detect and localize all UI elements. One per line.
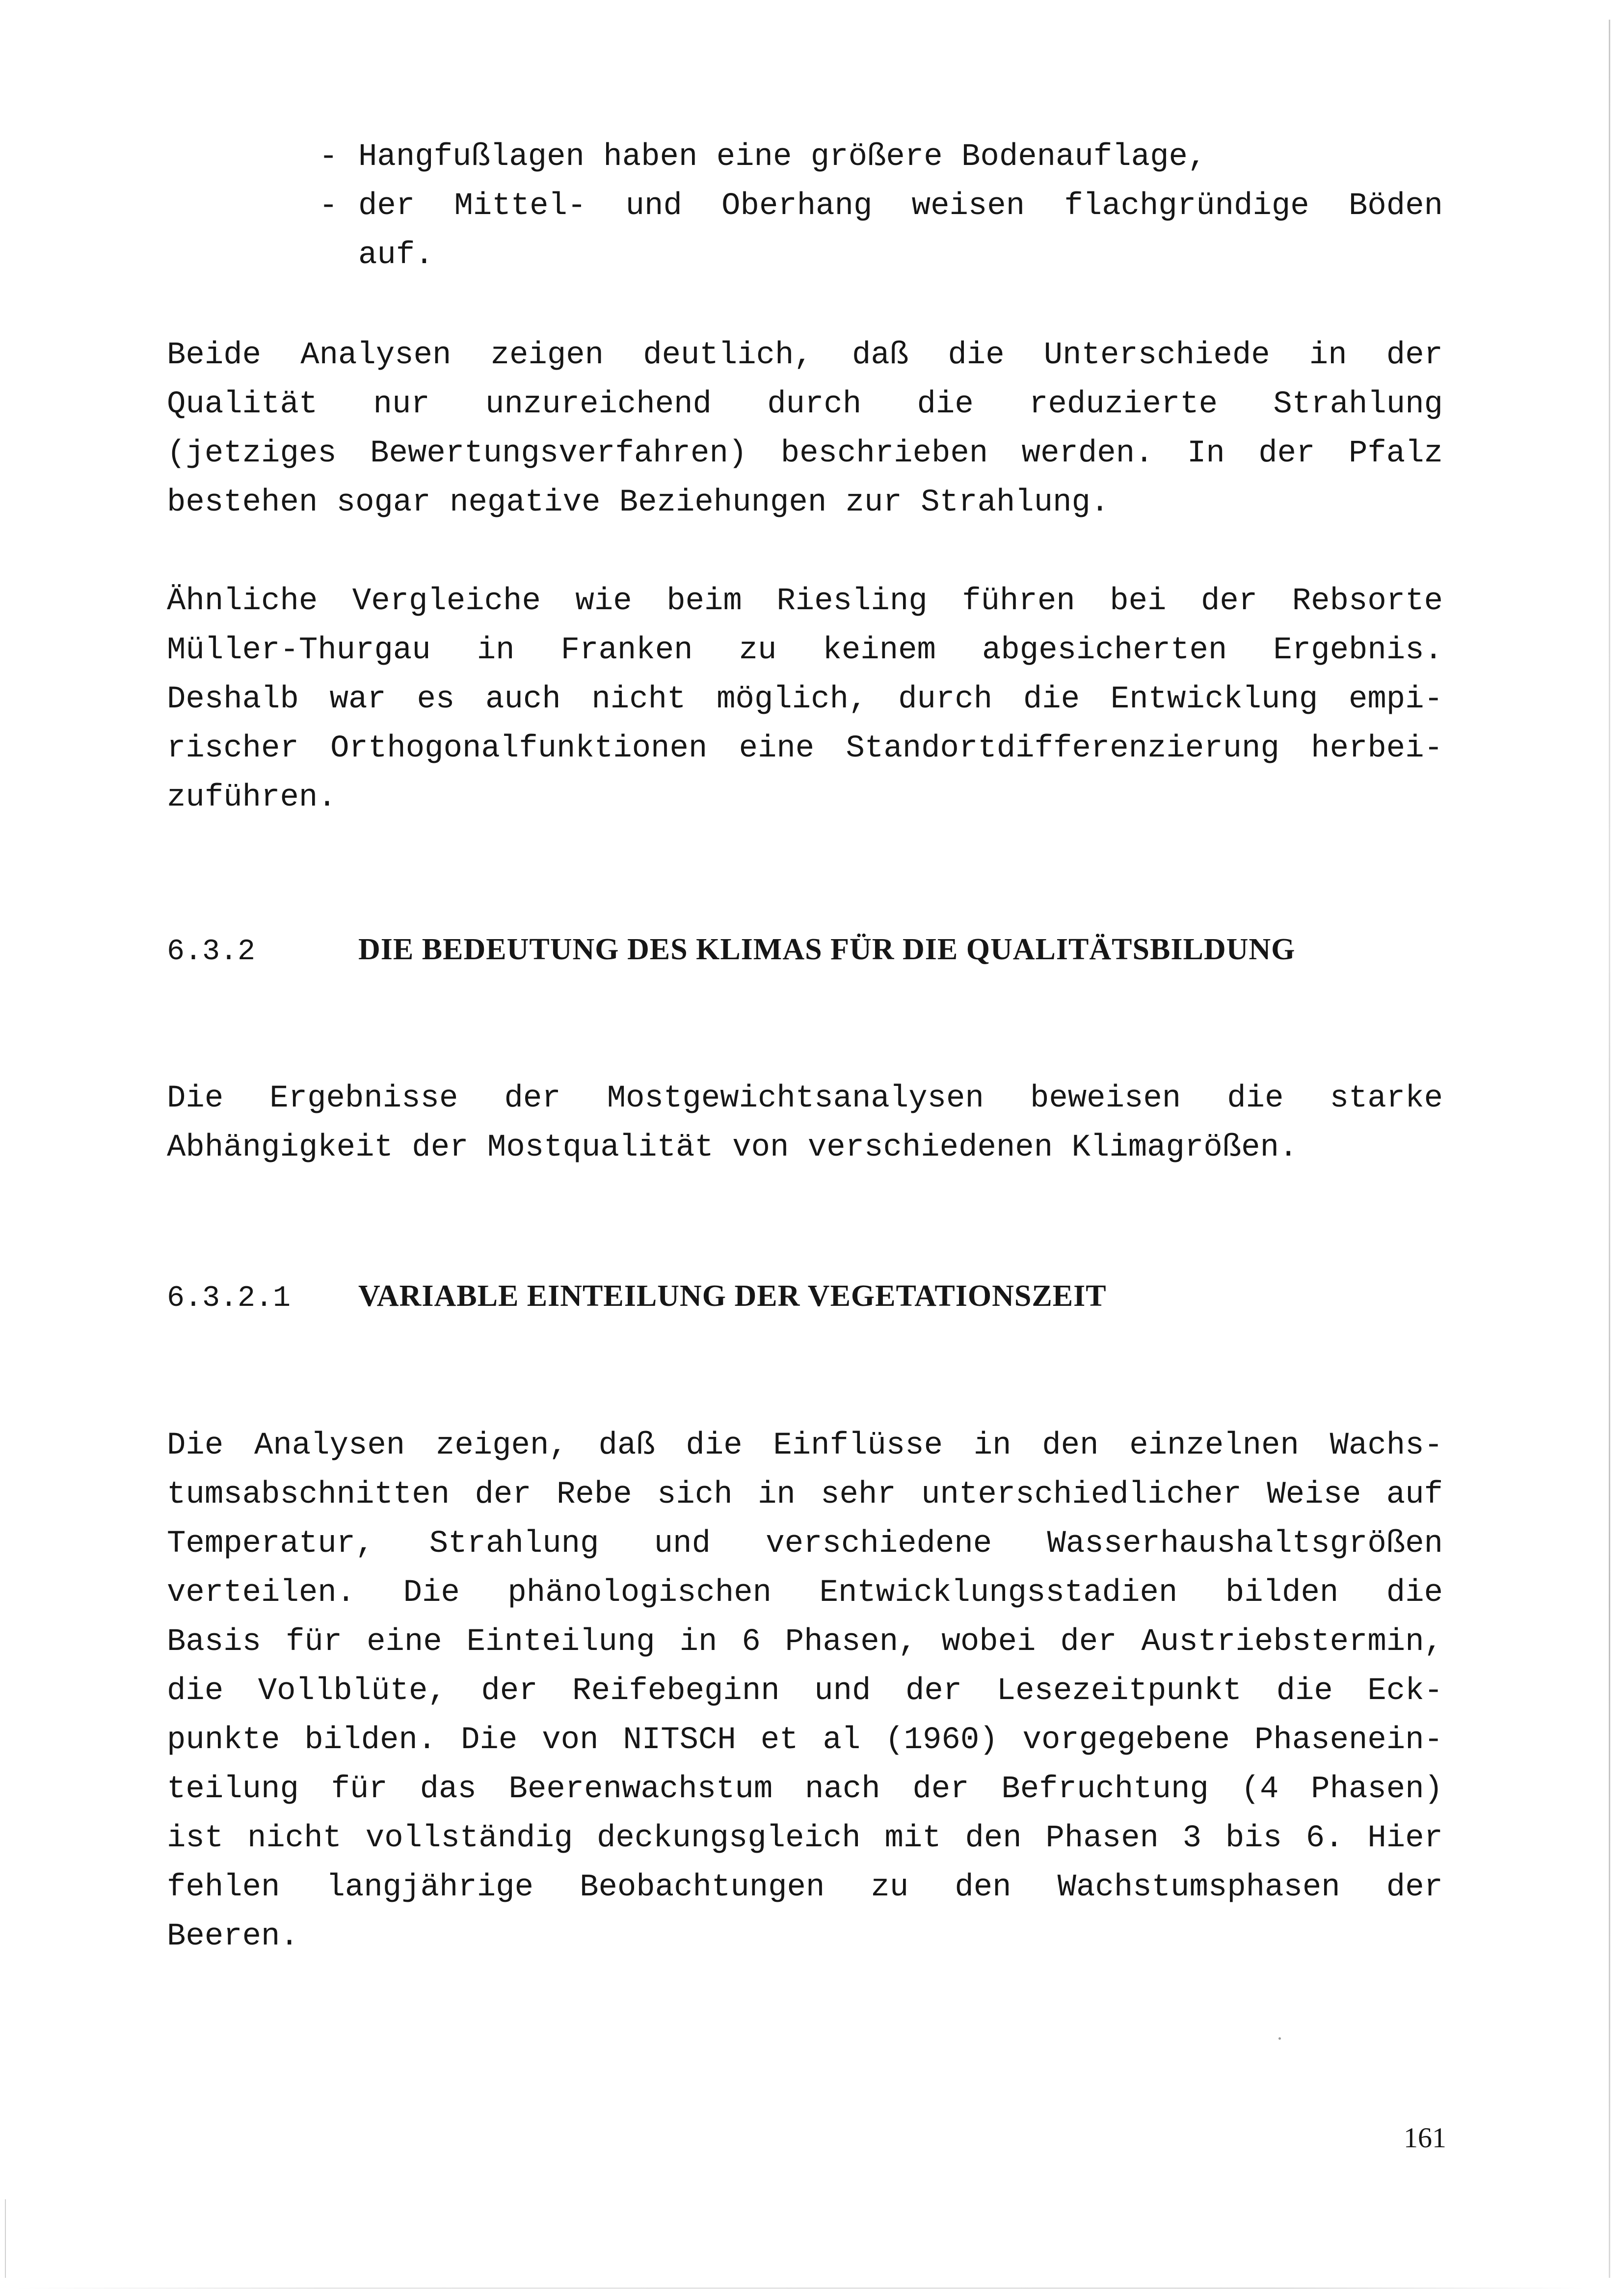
paragraph-mueller-thurgau bbox=[167, 577, 1443, 822]
list-item-line: der Mittel- und Oberhang weisen flachgründige Böden bbox=[358, 189, 1443, 224]
paragraph-line: ist nicht vollständig deckungsgleich mit den Phasen 3 bis 6. Hier bbox=[167, 1821, 1443, 1856]
paragraph-line: verteilen. Die phänologischen Entwicklungsstadien bilden die bbox=[167, 1575, 1443, 1611]
section-number: 6.3.2 bbox=[167, 935, 256, 969]
bullet-dash: - bbox=[319, 189, 338, 224]
paragraph-line: Die Ergebnisse der Mostgewichtsanalysen beweisen die starke bbox=[167, 1081, 1443, 1116]
page-number: 161 bbox=[1404, 2122, 1446, 2154]
paragraph-line: bestehen sogar negative Beziehungen zur Strahlung. bbox=[167, 485, 1110, 520]
paragraph-line: zuführen. bbox=[167, 780, 337, 815]
paragraph-line: Qualität nur unzureichend durch die reduzierte Strahlung bbox=[167, 387, 1443, 422]
paragraph-line: Beeren. bbox=[167, 1919, 299, 1954]
paragraph-vegetationszeit bbox=[167, 1421, 1443, 1961]
paragraph-line: Müller-Thurgau in Franken zu keinem abgesicherten Ergebnis. bbox=[167, 633, 1443, 668]
list-item-line: auf. bbox=[358, 238, 434, 273]
paragraph-line: tumsabschnitten der Rebe sich in sehr unterschiedlicher Weise auf bbox=[167, 1477, 1443, 1513]
paragraph-line: fehlen langjährige Beobachtungen zu den Wachstumsphasen der bbox=[167, 1870, 1443, 1905]
paragraph-line: Abhängigkeit der Mostqualität von verschiedenen Klimagrößen. bbox=[167, 1130, 1298, 1165]
paragraph-strahlung bbox=[167, 331, 1443, 527]
subsection-title: VARIABLE EINTEILUNG DER VEGETATIONSZEIT bbox=[358, 1279, 1107, 1313]
paragraph-line: Basis für eine Einteilung in 6 Phasen, wobei der Austriebstermin, bbox=[167, 1624, 1443, 1660]
scan-edge-right bbox=[1609, 20, 1610, 2278]
list-item-line: Hangfußlagen haben eine größere Bodenauflage, bbox=[358, 139, 1207, 175]
list-item bbox=[319, 182, 1443, 280]
list-item bbox=[319, 133, 1443, 182]
bullet-list bbox=[319, 133, 1443, 280]
bullet-dash: - bbox=[319, 139, 338, 175]
paragraph-line: Temperatur, Strahlung und verschiedene Wasserhaushaltsgrößen bbox=[167, 1526, 1443, 1562]
paragraph-line: Beide Analysen zeigen deutlich, daß die Unterschiede in der bbox=[167, 338, 1443, 373]
paragraph-mostgewicht bbox=[167, 1074, 1443, 1172]
paragraph-line: rischer Orthogonalfunktionen eine Standortdifferenzierung herbei- bbox=[167, 731, 1443, 766]
scan-speck bbox=[1278, 2037, 1281, 2040]
scan-edge-left bbox=[5, 2199, 6, 2278]
section-heading bbox=[167, 925, 1295, 976]
paragraph-line: Deshalb war es auch nicht möglich, durch die Entwicklung empi- bbox=[167, 682, 1443, 717]
paragraph-line: punkte bilden. Die von NITSCH et al (1960) vorgegebene Phasenein- bbox=[167, 1723, 1443, 1758]
scan-edge-bottom bbox=[15, 2288, 1585, 2289]
section-title: DIE BEDEUTUNG DES KLIMAS FÜR DIE QUALITÄTSBILDUNG bbox=[358, 933, 1296, 966]
subsection-heading bbox=[167, 1271, 1107, 1323]
paragraph-line: Die Analysen zeigen, daß die Einflüsse in den einzelnen Wachs- bbox=[167, 1428, 1443, 1463]
paragraph-line: teilung für das Beerenwachstum nach der Befruchtung (4 Phasen) bbox=[167, 1772, 1443, 1807]
subsection-number: 6.3.2.1 bbox=[167, 1282, 291, 1315]
paragraph-line: (jetziges Bewertungsverfahren) beschrieben werden. In der Pfalz bbox=[167, 436, 1443, 471]
paragraph-line: Ähnliche Vergleiche wie beim Riesling führen bei der Rebsorte bbox=[167, 584, 1443, 619]
paragraph-line: die Vollblüte, der Reifebeginn und der Lesezeitpunkt die Eck- bbox=[167, 1674, 1443, 1709]
